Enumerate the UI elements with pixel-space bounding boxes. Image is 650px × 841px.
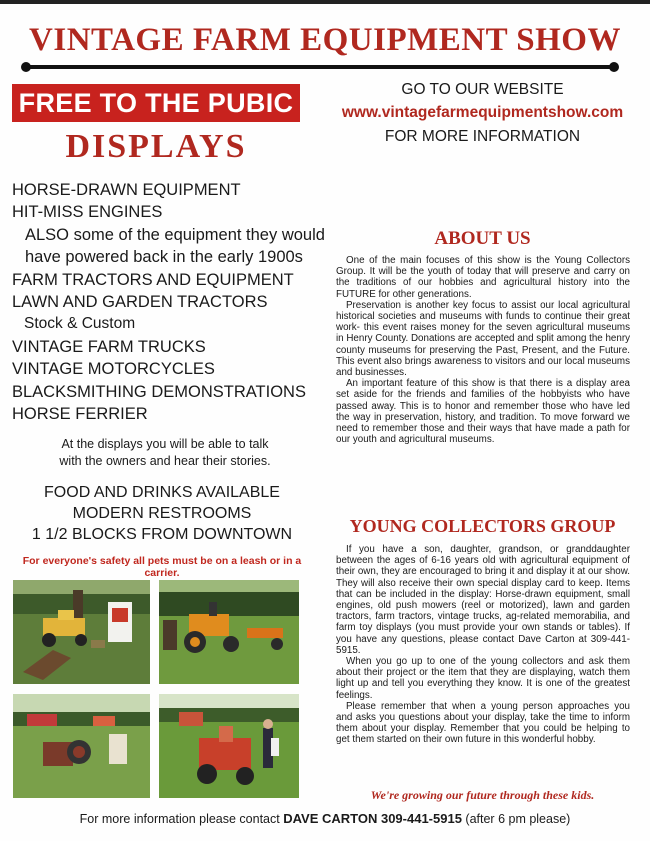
list-item: BLACKSMITHING DEMONSTRATIONS	[12, 382, 306, 401]
young-collectors-heading: YOUNG COLLECTORS GROUP	[349, 516, 616, 536]
talk-note-line: with the owners and hear their stories.	[59, 454, 271, 468]
footer-contact-name: DAVE CARTON 309-441-5915	[283, 811, 462, 826]
footer-prefix: For more information please contact	[79, 812, 280, 826]
about-heading: ABOUT US	[434, 228, 531, 249]
photo-horse-drawn-plow	[13, 580, 150, 684]
list-item: LAWN AND GARDEN TRACTORS	[12, 293, 268, 312]
list-item: HIT-MISS ENGINES	[12, 203, 163, 222]
list-item: FARM TRACTORS AND EQUIPMENT	[12, 270, 294, 289]
about-paragraph: An important feature of this show is that there is a display area set aside for the friends and families of the hobbyists who have passed away. This is to honor and remember those who have led the way in preservation, history, and tradition. To move forward we need to remember those and their ways that have made a path for our youth and agricultural museums.	[336, 378, 630, 446]
free-admission-banner: FREE TO THE PUBIC	[12, 84, 300, 122]
amenity-food: FOOD AND DRINKS AVAILABLE	[44, 484, 280, 501]
young-collectors-paragraph: Please remember that when a young person approaches you and asks you questions about your display, take the time to inform them about your display. Remember that you could be helping to get them started on their own future in this wonderful hobby.	[336, 700, 630, 746]
about-body	[336, 255, 630, 445]
footer-contact	[0, 811, 650, 826]
list-item: Stock & Custom	[24, 315, 136, 333]
talk-note	[40, 436, 290, 470]
about-paragraph: One of the main focuses of this show is the Young Collectors Group. It will be the youth of today that will preserve and carry on the traditions of our hobbies and agricultural history into the FUTURE for other generations.	[336, 255, 630, 300]
about-paragraph: Preservation is another key focus to assist our local agricultural historical societies and museums with funds to continue their great work- this event raises money for the seven agricultural museums in Henry County. Donations are accepted and split among the henry county museums for preserving the Past, Present, and the Future. This event also brings awareness to visitors and our local museums and businesses.	[336, 299, 630, 379]
title-divider	[25, 65, 615, 69]
list-item: have powered back in the early 1900s	[25, 248, 303, 267]
talk-note-line: At the displays you will be able to talk	[61, 437, 269, 451]
young-collectors-paragraph: If you have a son, daughter, grandson, or granddaughter between the ages of 6-16 years old with agricultural equipment of their own, they are encouraged to bring it and display it at our show. They will also receive their own special display card to keep. Items that can be included in the display: Horse-drawn equipment, small engines, old push mowers (reel or motorized), lawn and garden tractors, farm tractors, vintage trucks, ag-related memorabilia, and farm toy displays (you must provide your own stands or tables). If you have any questions, please contact Dave Carton at 309-441-5915.	[336, 544, 630, 656]
list-item: HORSE FERRIER	[12, 405, 148, 424]
photo-orange-tractor	[159, 580, 299, 684]
amenity-location: 1 1/2 BLOCKS FROM DOWNTOWN	[31, 526, 293, 543]
pets-note: For everyone's safety all pets must be on a leash or in a carrier.	[22, 555, 302, 579]
list-item: ALSO some of the equipment they would	[25, 225, 325, 244]
tagline: We're growing our future through these kids.	[370, 788, 595, 802]
list-item: VINTAGE FARM TRUCKS	[12, 337, 206, 356]
top-border	[0, 0, 650, 4]
page-title: VINTAGE FARM EQUIPMENT SHOW	[29, 22, 621, 58]
photo-kids-on-tractor	[159, 694, 299, 798]
amenity-restrooms: MODERN RESTROOMS	[72, 505, 252, 522]
list-item: VINTAGE MOTORCYCLES	[12, 360, 215, 379]
displays-heading: DISPLAYS	[65, 128, 247, 165]
list-item: HORSE-DRAWN EQUIPMENT	[12, 181, 241, 199]
website-link[interactable]: www.vintagefarmequipmentshow.com	[341, 104, 624, 121]
displays-list	[12, 179, 325, 425]
amenities	[12, 482, 312, 545]
website-more-info: FOR MORE INFORMATION	[384, 128, 581, 145]
young-collectors-paragraph: When you go up to one of the young collectors and ask them about their project or the item that they are displaying, watch them light up and tell you everything they know. It is one of the greatest feelings.	[336, 656, 630, 701]
young-collectors-body	[336, 544, 630, 746]
footer-suffix: (after 6 pm please)	[465, 812, 571, 826]
website-intro: GO TO OUR WEBSITE	[401, 81, 564, 98]
photo-engine-display	[13, 694, 150, 798]
